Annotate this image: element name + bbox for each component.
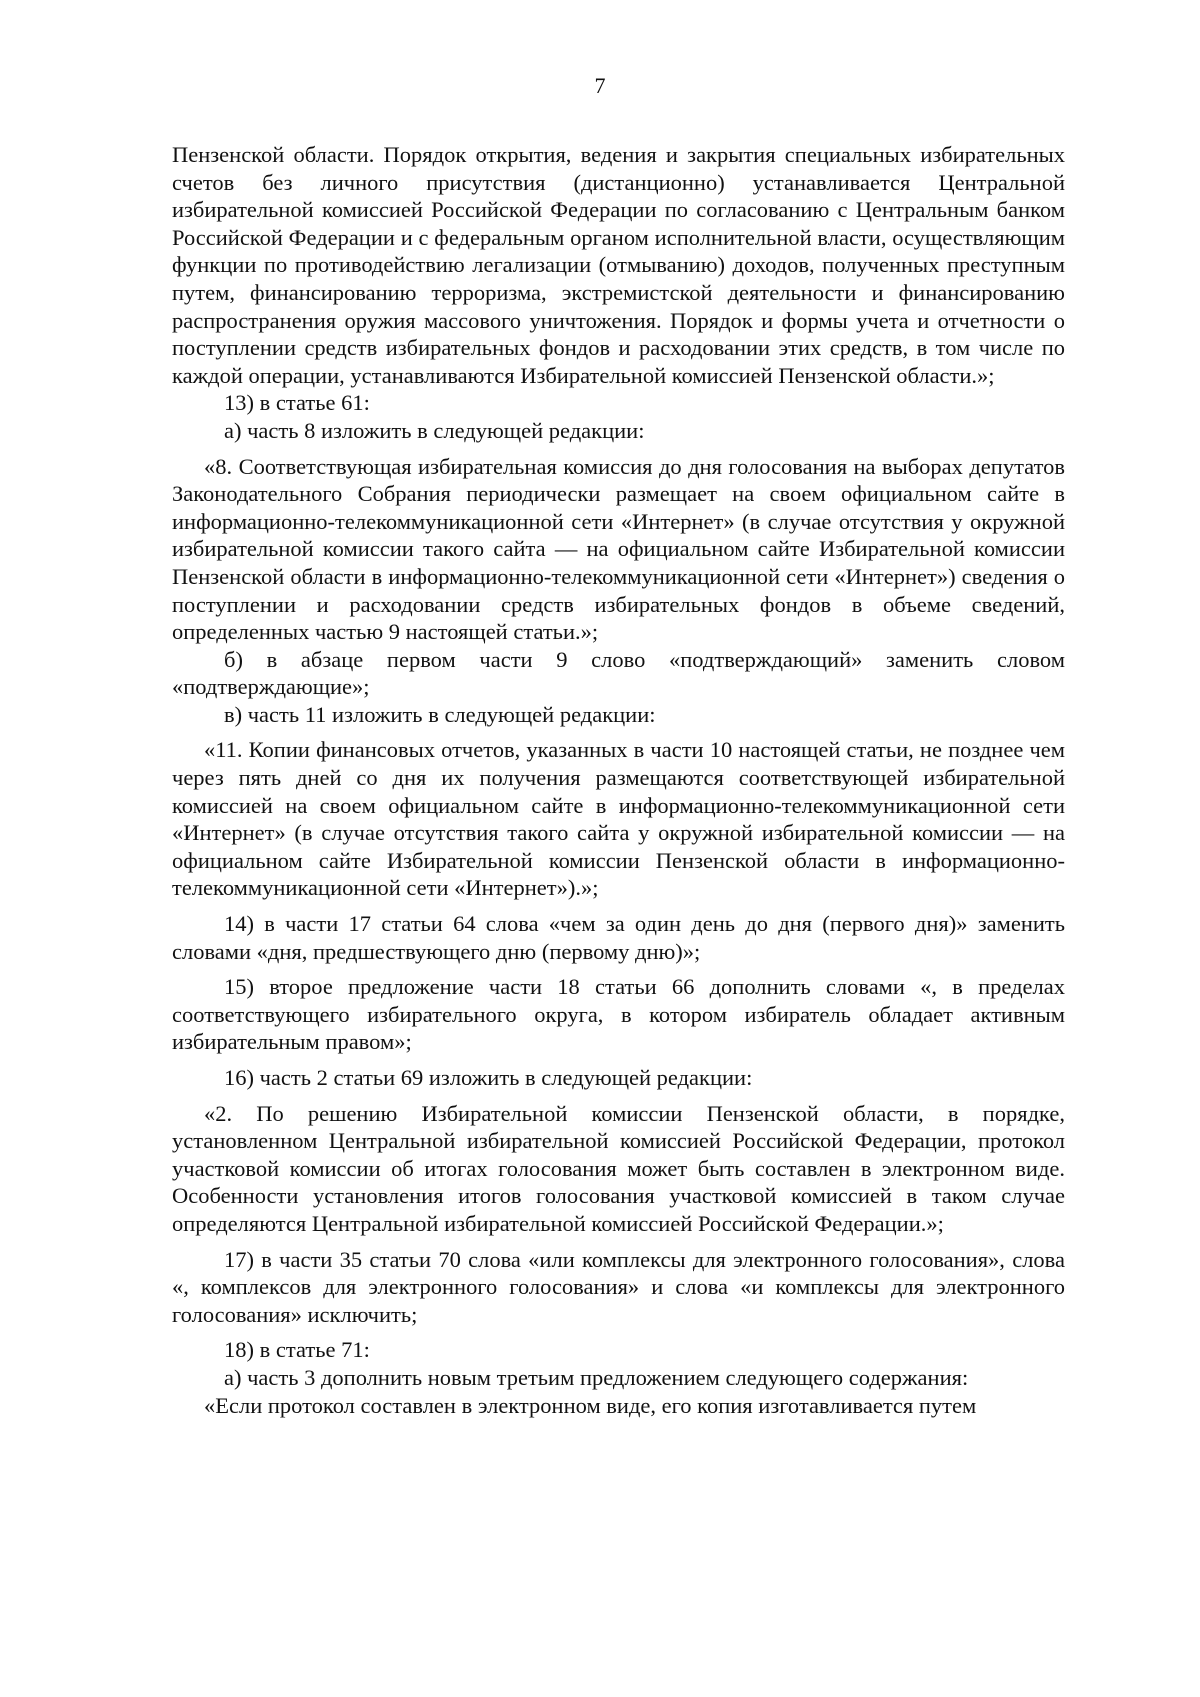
paragraph-quote-start: «Если протокол составлен в электронном виде, его копия изготавливается путем xyxy=(204,1392,977,1418)
paragraph-item-14: 14) в части 17 статьи 64 слова «чем за один день до дня (первого дня)» заменить словами «дня, предшествующего дню (первому дню)»; xyxy=(172,911,1065,964)
paragraph-item-17: 17) в части 35 статьи 70 слова «или комплексы для электронного голосования», слова «, комплексов для электронного голосования» и слова «и комплексы для электронного голосования» исключить; xyxy=(172,1246,1065,1327)
paragraph-quote-part-11: «11. Копии финансовых отчетов, указанных в части 10 настоящей статьи, не позднее чем через пять дней со дня их получения размещаются соответствующей избирательной комиссией на своем официальном сайте в информационно-телекоммуникационной сети «Интернет» (в случае отсутствия такого сайта у окружной избирательной комиссии — на официальном сайте Избирательной комиссии Пензенской области в информационно-телекоммуникационной сети «Интернет»).»; xyxy=(172,737,1065,901)
paragraph-quote-part-2: «2. По решению Избирательной комиссии Пензенской области, в порядке, установленном Центральной избирательной комиссией Российской Федерации, протокол участковой комиссии об итогах голосования может быть составлен в электронном виде. Особенности установления итогов голосования участковой комиссией в таком случае определяются Центральной избирательной комиссией Российской Федерации.»; xyxy=(172,1100,1065,1236)
page-number: 7 xyxy=(594,73,606,98)
paragraph-item-16: 16) часть 2 статьи 69 изложить в следующей редакции: xyxy=(224,1065,753,1090)
paragraph-item-13a: а) часть 8 изложить в следующей редакции: xyxy=(224,417,645,443)
paragraph-item-13: 13) в статье 61: xyxy=(224,390,370,416)
paragraph-item-18a: а) часть 3 дополнить новым третьим предложением следующего содержания: xyxy=(224,1364,969,1390)
paragraph-item-13b: б) в абзаце первом части 9 слово «подтверждающий» заменить словом «подтверждающие»; xyxy=(172,646,1065,700)
paragraph-item-18: 18) в статье 71: xyxy=(224,1337,370,1363)
paragraph-continuation: Пензенской области. Порядок открытия, ведения и закрытия специальных избирательных счетов без личного присутствия (дистанционно) устанавливается Центральной избирательной комиссией Российской Федерации по согласованию с Центральным банком Российской Федерации и с федеральным органом исполнительной власти, осуществляющим функции по противодействию легализации (отмыванию) доходов, полученных преступным путем, финансированию терроризма, экстремистской деятельности и финансированию распространения оружия массового уничтожения. Порядок и формы учета и отчетности о поступлении средств избирательных фондов и расходовании этих средств, в том числе по каждой операции, устанавливаются Избирательной комиссией Пензенской области.»; xyxy=(172,142,1065,388)
paragraph-item-15: 15) второе предложение части 18 статьи 66 дополнить словами «, в пределах соответствующего избирательного округа, в котором избиратель обладает активным избирательным правом»; xyxy=(172,974,1065,1055)
paragraph-quote-part-8: «8. Соответствующая избирательная комиссия до дня голосования на выборах депутатов Законодательного Собрания периодически размещает на своем официальном сайте в информационно-телекоммуникационной сети «Интернет» (в случае отсутствия у окружной избирательной комиссии такого сайта — на официальном сайте Избирательной комиссии Пензенской области в информационно-телекоммуникационной сети «Интернет») сведения о поступлении и расходовании средств избирательных фондов в объеме сведений, определенных частью 9 настоящей статьи.»; xyxy=(172,453,1065,645)
document-body xyxy=(172,141,1065,1419)
paragraph-item-13v: в) часть 11 изложить в следующей редакции: xyxy=(224,701,656,727)
